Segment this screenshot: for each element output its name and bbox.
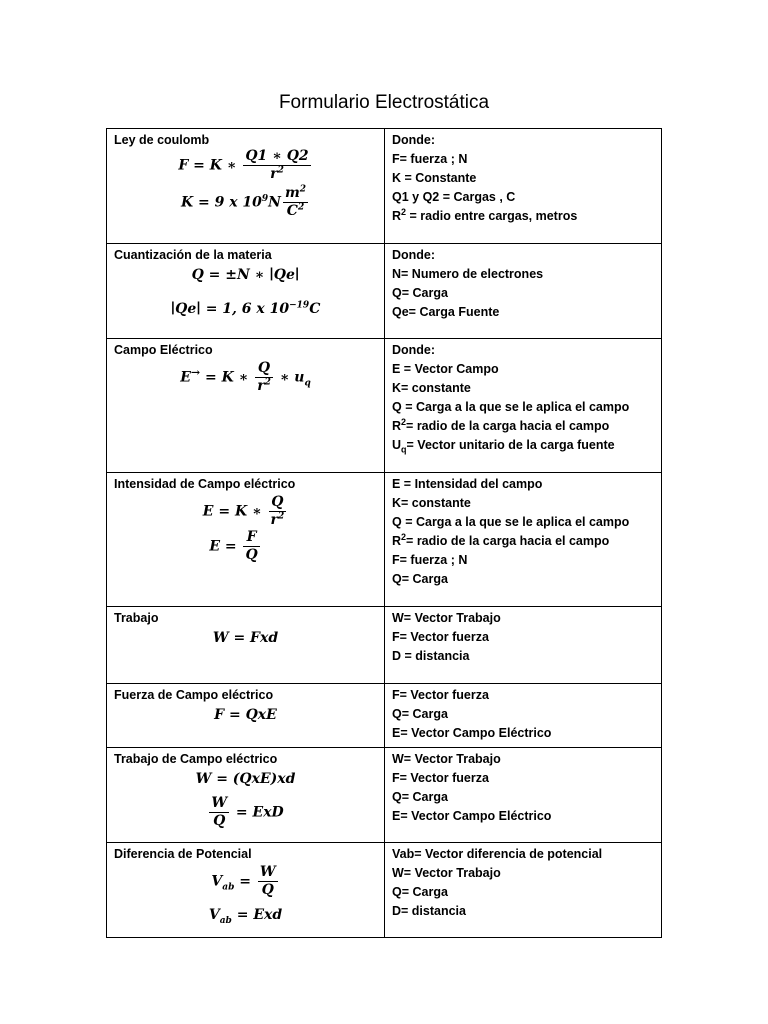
description-cell: Vab= Vector diferencia de potencial W= Vector Trabajo Q= Carga D= distancia	[385, 843, 662, 938]
formula: W = (QxE)xd	[195, 771, 296, 787]
table-row	[107, 244, 662, 339]
row-label: Cuantización de la materia	[114, 248, 272, 262]
row-label: Ley de coulomb	[114, 133, 210, 147]
formula-cell	[107, 244, 385, 339]
vector-arrow-icon: →	[190, 365, 201, 379]
formula-cell	[107, 339, 385, 473]
formula-cell	[107, 684, 385, 748]
formula-cell	[107, 473, 385, 607]
table-row	[107, 607, 662, 684]
description-cell: E = Intensidad del campo K= constante Q = Carga a la que se le aplica el campo $R^2=$ radio de la carga hacia el campo F= fuerza ; N Q= Carga	[385, 473, 662, 607]
row-label: Trabajo de Campo eléctrico	[114, 752, 278, 766]
fraction: $\frac{Q}{r^2}$	[257, 360, 271, 394]
formula: E = $\frac{F}{Q}$	[209, 529, 258, 563]
formula: $V_{ab}$ = Exd	[208, 907, 283, 926]
formula: $\frac{W}{Q}$ = ExD	[211, 795, 284, 829]
description-cell: W= Vector Trabajo F= Vector fuerza D = distancia	[385, 607, 662, 684]
formula: E→ = K ∗ $\frac{Q}{r^2}$ ∗ $u_q$	[180, 360, 311, 394]
formula: W = Fxd	[212, 630, 279, 646]
formula: E = K ∗ $\frac{Q}{r^2}$	[202, 494, 285, 528]
fraction: $\frac{F}{Q}$	[245, 529, 258, 563]
formula: K = 9 x $10^9N$ $\frac{m^2}{C^2}$	[180, 184, 307, 219]
formula: F = K ∗ $\frac{Q1 ∗ Q2}{r^2}$	[178, 148, 309, 182]
formula-cell	[107, 843, 385, 938]
fraction: $\frac{Q1 ∗ Q2}{r^2}$	[245, 148, 309, 182]
table-row	[107, 473, 662, 607]
row-label: Fuerza de Campo eléctrico	[114, 688, 274, 702]
description-cell: F= Vector fuerza Q= Carga E= Vector Campo Eléctrico	[385, 684, 662, 748]
formula-cell	[107, 607, 385, 684]
formula-table	[106, 128, 662, 938]
description-cell: Donde: N= Numero de electrones Q= Carga Qe= Carga Fuente	[385, 244, 662, 339]
row-label: Trabajo	[114, 611, 159, 625]
formula: ∣Qe∣ = 1, 6 x $10^{-19}C$	[170, 300, 321, 317]
table-row	[107, 339, 662, 473]
row-label: Diferencia de Potencial	[114, 847, 252, 861]
table-row	[107, 843, 662, 938]
row-label: Intensidad de Campo eléctrico	[114, 477, 296, 491]
formula: Q = ±N ∗ ∣Qe∣	[191, 267, 300, 283]
table-row	[107, 748, 662, 843]
fraction: $\frac{Q}{r^2}$	[270, 494, 285, 528]
description-cell: W= Vector Trabajo F= Vector fuerza Q= Carga E= Vector Campo Eléctrico	[385, 748, 662, 843]
table-row	[107, 129, 662, 244]
description-cell: Donde: E = Vector Campo K= constante Q = Carga a la que se le aplica el campo $R^2=$ radio de la carga hacia el campo $U_q=$ Vector unitario de la carga fuente	[385, 339, 662, 473]
fraction: $\frac{W}{Q}$	[211, 795, 228, 829]
description-cell: Donde: F= fuerza ; N K = Constante Q1 y Q2 = Cargas , C $R^2$ = radio entre cargas, metros	[385, 129, 662, 244]
formula-cell	[107, 748, 385, 843]
row-label: Campo Eléctrico	[114, 343, 213, 357]
table-row	[107, 684, 662, 748]
formula-cell	[107, 129, 385, 244]
fraction: $\frac{m^2}{C^2}$	[284, 184, 307, 219]
formula: $V_{ab}$ = $\frac{W}{Q}$	[211, 864, 276, 898]
formula: F = QxE	[214, 707, 277, 723]
document-title: Formulario Electrostática	[278, 92, 490, 113]
fraction: $\frac{W}{Q}$	[259, 864, 276, 898]
